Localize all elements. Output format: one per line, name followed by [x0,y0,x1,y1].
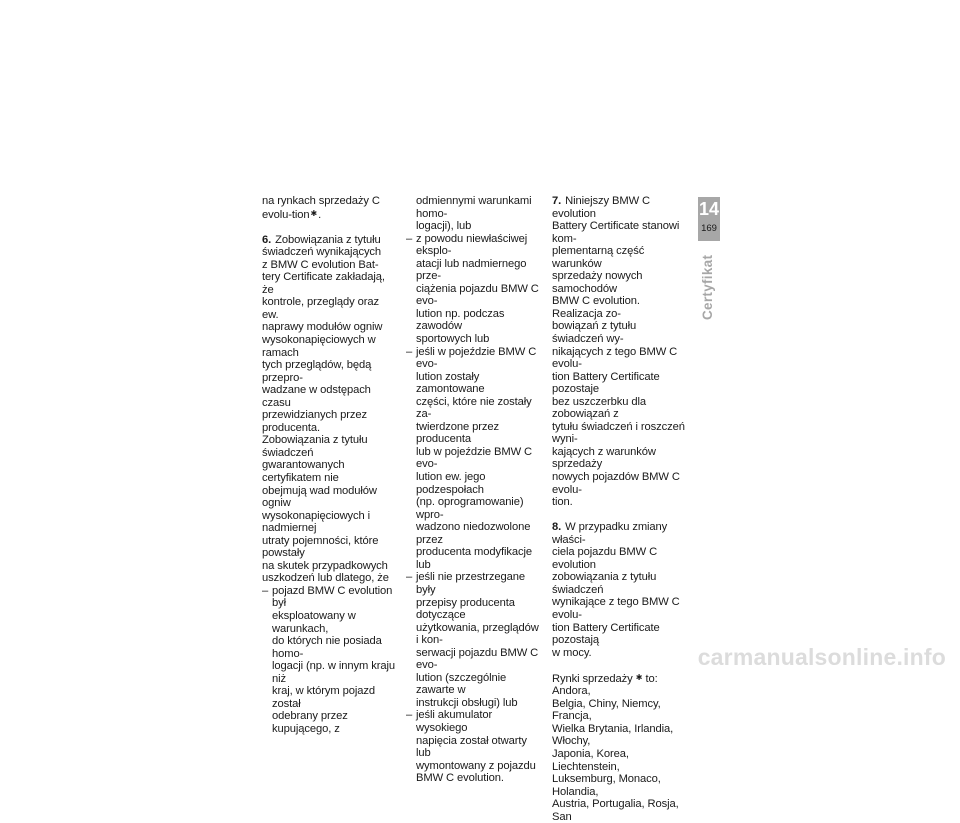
text-line [552,471,688,496]
text-line [552,521,688,546]
text-line: odebrany przez kupującego, z [272,710,348,735]
text-line: Japonia, Korea, Liechtenstein, [552,747,629,773]
line-text: tion Battery Certificate pozostają [552,621,660,647]
line-text: ciela pojazdu BMW C evolution [552,546,658,571]
chapter-tab [698,197,720,241]
text-line: – jeśli nie przestrzegane były [416,571,526,596]
text-line [552,320,688,345]
line-text: uszkodzeń lub dlatego, że [262,572,389,585]
text-line [262,560,398,573]
text-line: eksploatowany w warunkach, [272,610,356,635]
line-text: W przypadku zmiany właści- [552,521,668,546]
text-line [552,245,688,270]
text-line [552,346,688,371]
intro-text: na rynkach sprzedaży C evolu-tion [262,195,380,221]
text-line [262,459,398,484]
text-line [552,195,688,220]
line-text: wysokonapięciowych i nadmiernej [262,509,371,535]
text-line: twierdzone przez producenta [416,420,499,446]
text-line: Belgia, Chiny, Niemcy, Francja, [552,697,661,723]
text-line: – jeśli akumulator wysokiego [416,709,493,734]
exception-item [262,585,398,736]
text-line: (np. oprogramowanie) wpro- [416,496,524,521]
exception-list-col2 [406,233,542,785]
line-text: świadczeń wynikających [262,246,382,259]
line-text: utraty pojemności, które powstały [262,534,379,560]
text-line: użytkowania, przeglądów i kon- [416,621,539,647]
text-line: lution (szczególnie zawarte w [416,671,507,697]
text-line [262,334,398,359]
text-line [262,384,398,409]
text-line [262,359,398,384]
line-text: tery Certificate zakładają, że [262,271,385,296]
text-line [552,421,688,446]
text-line: wadzono niedozwolone przez [416,521,531,546]
text-column-2 [406,195,542,785]
markets-first-line [552,672,688,698]
line-text: tion. [552,496,573,509]
text-line: napięcia został otwarty lub [416,734,527,760]
intro-paragraph [262,195,398,221]
paragraph-number: 7. [552,195,562,207]
text-column-3 [552,195,688,823]
text-line: Wielka Brytania, Irlandia, Włochy, [552,722,674,748]
line-text: Zobowiązania z tytułu [275,233,381,246]
asterisk-icon: ✱ [633,672,645,682]
text-line: do których nie posiada homo- [272,635,382,660]
text-line: kraj, w którym pojazd został [272,685,375,710]
line-text: Niniejszy BMW C evolution [552,195,651,220]
line-text: na skutek przypadkowych [262,559,388,572]
intro-end: . [318,208,322,221]
line-text: tion Battery Certificate pozostaje [552,370,660,396]
text-line: producenta modyfikacje lub [416,546,532,571]
text-line: części, które nie zostały za- [416,395,532,421]
text-line [552,270,688,295]
text-line [552,396,688,421]
line-text: plementarną część warunków [552,245,645,270]
text-line: logacji), lub [416,220,472,233]
text-line [262,572,398,585]
section-label: Certyfikat [700,254,715,320]
text-line: Austria, Portugalia, Rosja, San [552,798,679,823]
line-text: bowiązań z tytułu świadczeń wy- [552,320,637,346]
text-line [552,622,688,647]
line-text: wynikające z tego BMW C evolu- [552,596,680,621]
text-line: lub w pojeździe BMW C evo- [416,445,533,471]
text-line: atacji lub nadmiernego prze- [416,257,527,283]
paragraph-6 [262,234,398,585]
page-number: 169 [701,223,717,234]
text-line [262,246,398,259]
list-continuation [406,195,542,233]
text-line [552,220,688,245]
paragraph-number: 8. [552,521,562,534]
text-line [262,409,398,434]
text-line: – z powodu niewłaściwej eksplo- [416,232,528,258]
exception-item [406,346,542,572]
text-line [552,446,688,471]
line-text: nikających z tego BMW C evolu- [552,345,678,371]
line-text: w mocy. [552,646,592,659]
text-line: serwacji pojazdu BMW C evo- [416,646,539,672]
line-text: naprawy modułów ogniw [262,321,383,334]
text-line: instrukcji obsługi) lub [416,696,518,709]
line-text: wysokonapięciowych w ramach [262,333,376,359]
text-line [552,295,688,320]
markets-prefix: Rynki sprzedaży [552,672,633,685]
text-line [262,321,398,334]
line-text: przewidzianych przez producenta. [262,409,367,434]
text-line: lution zostały zamontowane [416,370,485,396]
text-line [262,259,398,272]
text-line [262,485,398,510]
line-text: nowych pojazdów BMW C evolu- [552,471,680,496]
line-text: bez uszczerbku dla zobowiązań z [552,395,646,421]
text-column-1 [262,195,398,735]
line-text: tytułu świadczeń i roszczeń wyni- [552,420,685,446]
line-text: gwarantowanych certyfikatem nie [262,459,345,484]
paragraph-7 [552,195,688,509]
line-text: tych przeglądów, będą przepro- [262,359,372,384]
text-line [262,535,398,560]
exception-item [406,709,542,784]
exception-item [406,233,542,346]
markets-first: to: Andora, [552,672,658,698]
text-line [552,647,688,660]
text-line: BMW C evolution. [416,772,504,785]
asterisk-icon: ✱ [310,208,318,218]
line-text: kontrole, przeglądy oraz ew. [262,296,379,321]
text-line [552,571,688,596]
text-line [552,371,688,396]
text-line [552,496,688,509]
watermark: carmanualsonline.info [697,644,946,670]
text-line [552,546,688,571]
exception-item [406,571,542,709]
line-text: wadzane w odstępach czasu [262,384,371,409]
text-line: sportowych lub [416,333,490,346]
text-line: Luksemburg, Monaco, Holandia, [552,773,661,798]
line-text: Zobowiązania z tytułu świadczeń [262,434,368,459]
text-line: odmiennymi warunkami homo- [416,195,532,220]
markets-paragraph [552,672,688,823]
paragraph-8 [552,521,688,659]
text-line: logacji (np. w innym kraju niż [272,660,395,685]
text-line: lution ew. jego podzespołach [416,471,486,496]
text-line: – jeśli w pojeździe BMW C evo- [416,345,537,371]
chapter-number: 14 [698,199,720,219]
text-line [262,510,398,535]
line-text: Battery Certificate stanowi kom- [552,220,680,245]
line-text: zobowiązania z tytułu świadczeń [552,571,657,596]
line-text: z BMW C evolution Bat- [262,258,379,271]
text-line [262,296,398,321]
text-line [262,271,398,296]
text-line: – pojazd BMW C evolution był [272,584,393,610]
line-text: BMW C evolution. Realizacja zo- [552,295,640,320]
line-text: sprzedaży nowych samochodów [552,270,643,295]
text-line [552,596,688,621]
text-line: ciążenia pojazdu BMW C evo- [416,282,539,308]
line-text: kających z warunków sprzedaży [552,445,656,471]
text-line: wymontowany z pojazdu [416,759,536,772]
text-line: lution np. podczas zawodów [416,307,505,333]
text-line [262,234,398,247]
text-line: przepisy producenta dotyczące [416,596,515,622]
paragraph-number: 6. [262,233,272,246]
exception-list-col1 [262,585,398,736]
line-text: obejmują wad modułów ogniw [262,484,377,510]
text-line [262,434,398,459]
